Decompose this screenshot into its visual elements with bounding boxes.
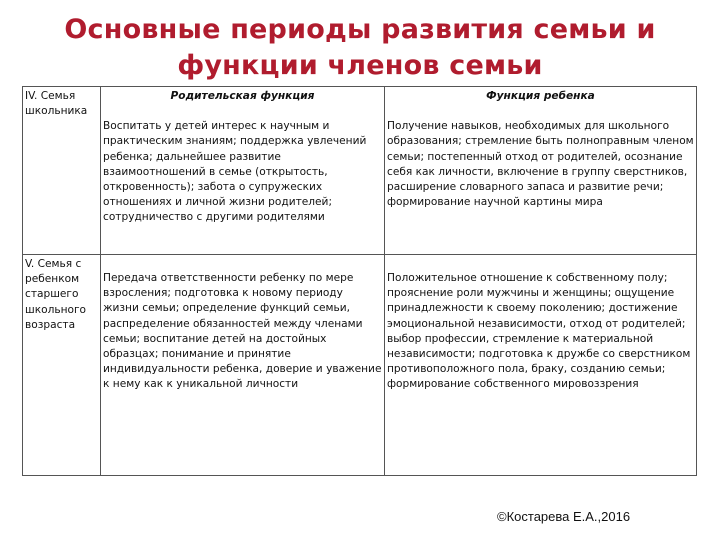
parent-function-cell [101, 87, 385, 255]
parent-function-text: Передача ответственности ребенку по мере взросления; подготовка к новому периоду жизни семьи; определение функций семьи, распределение обязанностей между членами семьи; воспитание детей на достойных образцах; понимание и принятие индивидуальности ребенка, доверие и уважение к нему как к уникальной личности [103, 272, 382, 391]
table-row [23, 255, 697, 476]
parent-function-cell [101, 255, 385, 476]
child-function-cell [385, 87, 697, 255]
period-cell [23, 87, 101, 255]
parent-function-text: Воспитать у детей интерес к научным и практическим знаниям; поддержка увлечений ребенка; дальнейшее развитие взаимоотношений в семье (открытость, откровенность); забота о супружеских отношениях и личной жизни родителей; сотрудничество с другими родителями [103, 120, 367, 224]
copyright-footer: ©Костарева Е.А.,2016 [497, 509, 631, 524]
child-function-header: Функция ребенка [486, 90, 595, 102]
period-label: V. Семья с ребенком старшего школьного возраста [25, 258, 87, 331]
period-cell [23, 255, 101, 476]
title-line-1: Основные периоды развития семьи и [64, 14, 656, 45]
table-row [23, 87, 697, 255]
period-label: IV. Семья школьника [25, 90, 88, 118]
child-function-text: Положительное отношение к собственному полу; прояснение роли мужчины и женщины; ощущение принадлежности к своему поколению; достижение эмоциональной независимости, отход от родителей; выбор профессии, стремление к материальной независимости; подготовка к дружбе со сверстником противоположного пола, браку, созданию семьи; формирование собственного мировоззрения [387, 272, 691, 391]
parent-function-header: Родительская функция [170, 90, 315, 102]
family-periods-table [22, 86, 697, 476]
title-line-2: функции членов семьи [177, 50, 543, 81]
page-title [0, 12, 720, 84]
child-function-text: Получение навыков, необходимых для школьного образования; стремление быть полноправным членом семьи; постепенный отход от родителей, осознание себя как личности, включение в группу сверстников, расширение словарного запаса и развитие речи; формирование научной картины мира [387, 120, 694, 209]
child-function-cell [385, 255, 697, 476]
